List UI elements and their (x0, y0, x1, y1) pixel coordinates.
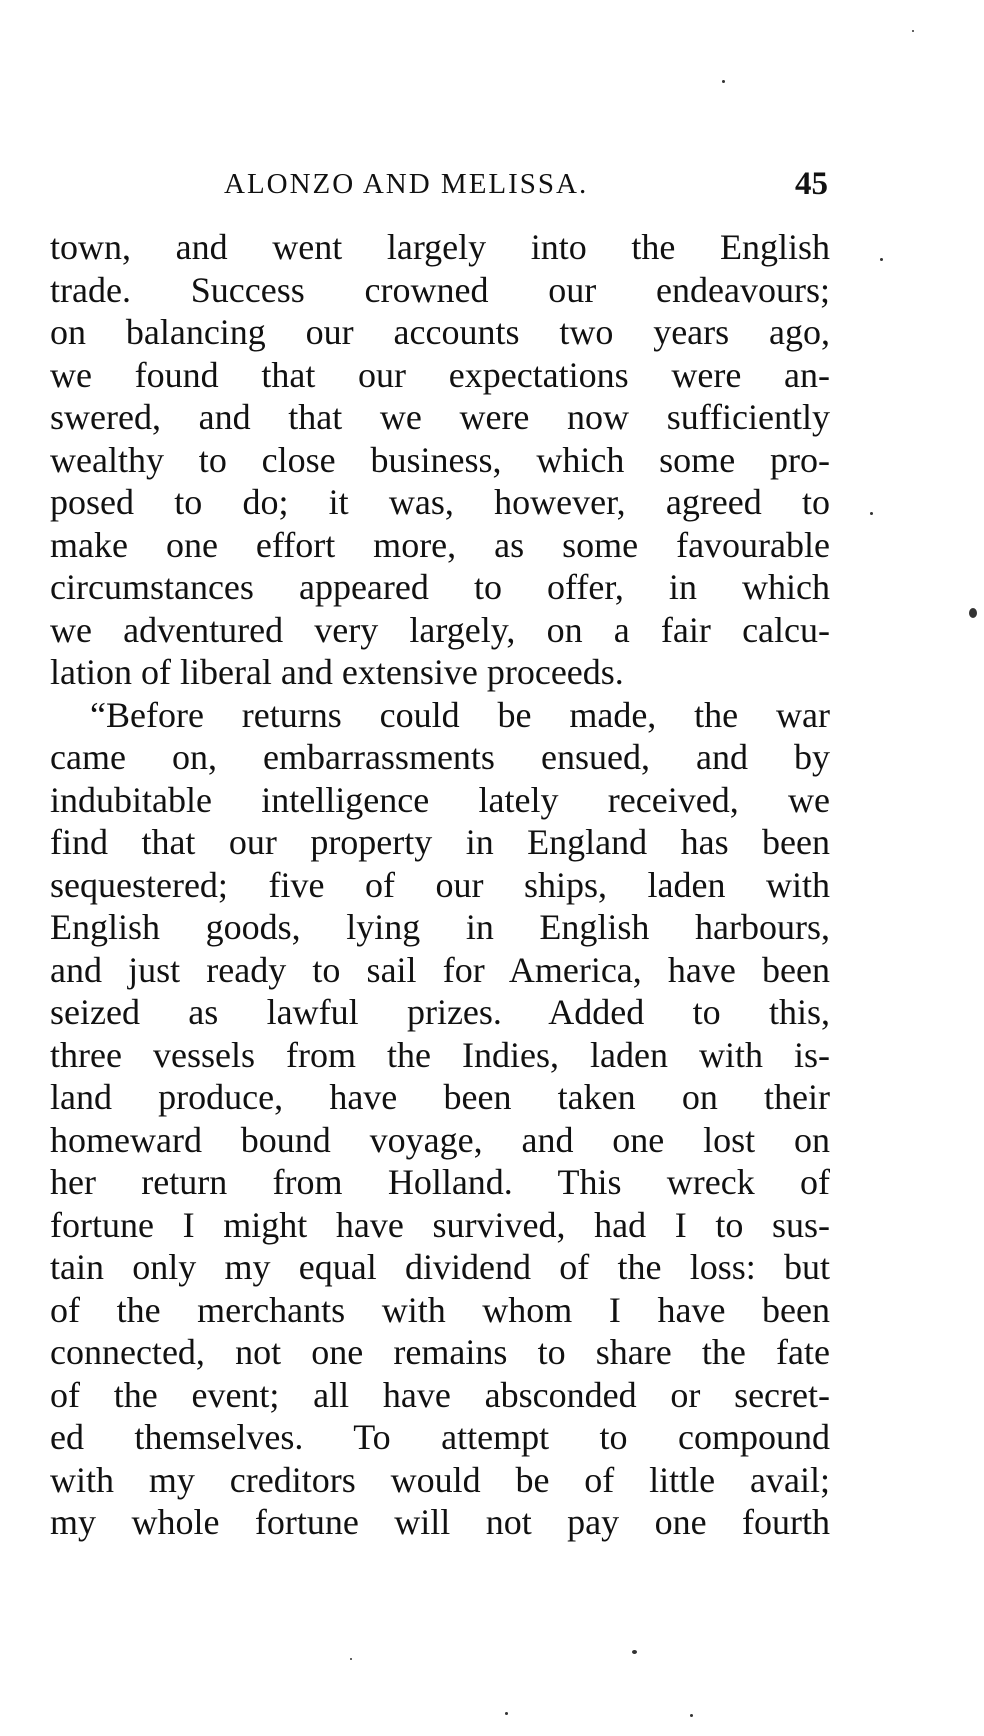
text-line: three vessels from the Indies, laden with is- (50, 1034, 830, 1075)
paragraph-start-line: “Before returns could be made, the war (90, 694, 830, 735)
paragraph-end-line: lation of liberal and extensive proceeds. (50, 652, 624, 692)
text-line: connected, not one remains to share the fate (50, 1332, 830, 1372)
text-line: of the event; all have absconded or secret- (50, 1374, 830, 1415)
text-line: on balancing our accounts two years ago, (50, 312, 830, 352)
text-line: we adventured very largely, on a fair calcu- (50, 609, 830, 650)
text-line: make one effort more, as some favourable (50, 524, 830, 565)
text-line: seized as lawful prizes. Added to this, (50, 992, 830, 1032)
text-line: we found that our expectations were an- (50, 354, 830, 395)
text-line: indubitable intelligence lately received, we (50, 779, 830, 820)
text-line: ed themselves. To attempt to compound (50, 1417, 830, 1457)
ink-speck (350, 1658, 352, 1660)
text-line: town, and went largely into the English (50, 227, 830, 267)
text-line: posed to do; it was, however, agreed to (50, 482, 830, 522)
ink-speck (722, 80, 725, 83)
ink-speck (912, 30, 914, 32)
text-line: my whole fortune will not pay one fourth (50, 1502, 830, 1542)
text-line: homeward bound voyage, and one lost on (50, 1119, 830, 1160)
text-line: of the merchants with whom I have been (50, 1289, 830, 1330)
text-line: tain only my equal dividend of the loss: but (50, 1247, 830, 1287)
page-number: 45 (795, 166, 828, 202)
page-header (48, 168, 828, 212)
text-line: swered, and that we were now sufficiently (50, 397, 830, 437)
text-line: with my creditors would be of little avail; (50, 1459, 830, 1500)
text-line: wealthy to close business, which some pro- (50, 439, 830, 480)
text-line: trade. Success crowned our endeavours; (50, 269, 830, 310)
body-text (50, 226, 830, 1544)
text-line: fortune I might have survived, had I to sus- (50, 1204, 830, 1245)
text-line: and just ready to sail for America, have been (50, 949, 830, 990)
ink-speck (870, 512, 873, 515)
ink-speck (690, 1714, 693, 1717)
text-line: find that our property in England has been (50, 822, 830, 862)
ink-speck (632, 1650, 637, 1654)
ink-speck (505, 1712, 508, 1715)
text-line: land produce, have been taken on their (50, 1077, 830, 1117)
ink-speck (969, 608, 977, 618)
text-line: sequestered; five of our ships, laden with (50, 864, 830, 905)
text-line: her return from Holland. This wreck of (50, 1162, 830, 1202)
text-line: circumstances appeared to offer, in which (50, 567, 830, 607)
text-line: English goods, lying in English harbours, (50, 907, 830, 947)
text-line: came on, embarrassments ensued, and by (50, 737, 830, 777)
running-title: ALONZO AND MELISSA. (224, 168, 589, 200)
ink-speck (880, 258, 883, 261)
